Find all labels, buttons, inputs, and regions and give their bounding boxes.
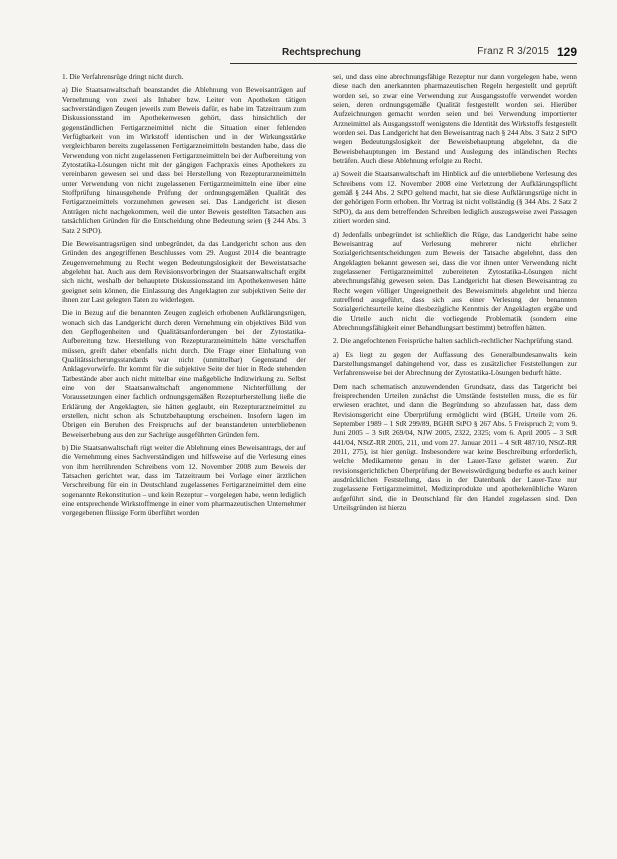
paragraph: Dem nach schematisch anzuwendenden Grundsatz, dass das Tatgericht bei freisprechenden Urteilen zunächst die Umstände feststellen muss, die es für erwiesen erachtet, und dann die Begründung so abzufassen hat, dass dem Revisionsgericht eine Überprüfung ermöglicht wird (BGH, Urteile vom 26. September 1989 – 1 StR 299/89, BGHR StPO § 267 Abs. 5 Freispruch 2; vom 9. Juni 2005 – 3 StR 269/04, NJW 2005, 2322, 2325; vom 6. April 2005 – 3 StR 441/04, NStZ-RR 2005, 211, und vom 27. Januar 2011 – 4 StR 487/10, NStZ-RR 2011, 275), ist hier genügt. Insbesondere war keine Beschreibung erforderlich, welche Medikamente genau in der Lauer-Taxe gelistet waren. Zur revisionsgerichtlichen Überprüfung der Beweiswürdigung bedurfte es auch keiner ausdrücklichen Feststellung, dass in der Datenbank der Lauer-Taxe nur zugelassene Fertigarzneimittel, Medizinprodukte und apothekenübliche Waren aufgeführt sind, die in Deutschland für den Handel zugelassen sind. Den Urteilsgründen ist hierzu <box>333 381 577 513</box>
paragraph: 2. Die angefochtenen Freisprüche halten sachlich-rechtlicher Nachprüfung stand. <box>333 336 573 346</box>
paragraph: Die Beweisantragsrügen sind unbegründet, da das Landgericht schon aus den Gründen des angegriffenen Beschlusses vom 29. August 2014 die beantragte Zeugenvernehmung zu Recht wegen Bedeutungslosigkeit der Beweistatsache abgelehnt hat. Auch aus dem Revisionsvorbringen der Staatsanwaltschaft ergibt sich nicht, weshalb der behauptete Diskussionsstand im Apothekenwesen hätte geeignet sein können, die Einlassung des Angeklagten zur subjektiven Seite der ihnen zur Last gelegten Taten zu widerlegen. <box>62 238 306 304</box>
text-columns <box>62 72 577 852</box>
paragraph: a) Soweit die Staatsanwaltschaft im Hinblick auf die unterbliebene Verlesung des Schreibens vom 12. November 2008 eine Verletzung der Aufklärungspflicht gemäß § 244 Abs. 2 StPO geltend macht, hat sie diese Aufklärungsrüge nicht in der gehörigen Form erhoben. Ihr Vortrag ist nicht vollständig (§ 344 Abs. 2 Satz 2 StPO), da aus dem betreffenden Schreiben lediglich auszugsweise zwei Passagen zitiert worden sind. <box>333 169 577 226</box>
paragraph: 1. Die Verfahrensrüge dringt nicht durch. <box>62 72 184 81</box>
paragraph: d) Jedenfalls unbegründet ist schließlich die Rüge, das Landgericht habe seine Beweisantrag auf Verlesung mehrerer nicht ehrlicher Sozialgerichtsentscheidungen zum Beweis der Tatsache abgelehnt, dass den Angeklagten bekannt gewesen sei, dass die vor ihnen unter Verwendung nicht zugelassener Fertigarzneimittel zubereiteten Zytostatika-Lösungen nicht abrechnungsfähig gewesen seien. Das Landgericht hat diesen Beweisantrag zu Recht wegen völliger Ungeeignetheit des Beweismittels abgelehnt und hierzu zutreffend ausgeführt, dass sich aus einer Verlesung der benannten Sozialgerichtsurteile keine diesbezügliche Kenntnis der Angeklagten ergäbe und die Urteile auch nicht die vorliegende Problematik (sondern eine Abrechnungsfähigkeit einer Behandlungsart bestimmt) betroffen hätten. <box>333 229 577 332</box>
paragraph: b) Die Staatsanwaltschaft rügt weiter die Ablehnung eines Beweisantrags, der auf die Vernehmung eines Sachverständigen und hilfsweise auf die Verlesung eines von ihm herrührenden Schreibens vom 12. November 2008 zum Beweis der Tatsachen gerichtet war, dass im Tatzeitraum bei Vorlage einer ärztlichen Verschreibung für ein in Deutschland zugelassenes Fertigarzneimittel dem eine sogenannte Rekonstitution – und kein Rezeptur – vorgelegen habe, wenn lediglich eine entsprechende Wirkstoffmenge in einer vom pharmazeutischen Unternehmer vorgegebenen flüssige Form überführt worden <box>62 443 306 518</box>
journal-reference: Franz R 3/2015 <box>477 46 549 57</box>
running-header <box>40 46 577 64</box>
header-rule <box>230 63 577 64</box>
section-title: Rechtsprechung <box>282 47 361 58</box>
right-column <box>333 72 577 516</box>
left-column <box>62 72 306 522</box>
paragraph: Die in Bezug auf die benannten Zeugen zugleich erhobenen Aufklärungsrügen, wonach sich das Landgericht durch deren Vernehmung ein objektives Bild von den Gepflogenheiten und Qualitätsanforderungen bei der Zytostatika-Aufbereitung bzw. Herstellung von Rezepturarzneimitteln hätte verschaffen müssen, greift daher ebenfalls nicht durch. Die Frage einer Einhaltung von Qualitätssicherungsstandards war nicht (unmittelbar) Gegenstand der Anklagevorwürfe. Ihr kommt für die subjektive Seite der hier in Rede stehenden Tatbestände aber auch nicht mittelbar eine maßgebliche Indizwirkung zu. Selbst eine von der Staatsanwaltschaft angenommene Nichterfüllung der Voraussetzungen einer fachlich ordnungsgemäßen Rezepturherstellung ließe die Erklärung der Angeklagten, sie hätten geglaubt, ein Rezepturarzneimittel zu erstellen, nicht schon als Schutzbehauptung erscheinen. Insofern lagen im Übrigen ein Beruhen des Freispruchs auf der beanstandeten unterbliebenen Beweiserhebung aus den zur Sachrüge ausgeführten Gründen fern. <box>62 308 306 439</box>
paragraph: a) Es liegt zu gegen der Auffassung des Generalbundesanwalts kein Darstellungsmangel dahingehend vor, dass es zusätzlicher Feststellungen zur Verfahrensweise bei der Abrechnung der Zytostatika-Lösungen bedurft hätte. <box>333 349 577 378</box>
page-number: 129 <box>556 45 577 59</box>
paragraph: sei, und dass eine abrechnungsfähige Rezeptur nur dann vorgelegen habe, wenn diese nach den anerkannten pharmazeutischen Regeln hergestellt und geprüft worden sei, so zwar eine Verwendung zur Ausgangsstoffe verwendet worden seien, deren ordnungsgemäße Qualität festgestellt worden sei. Hierüber Aufzeichnungen gemacht worden seien und bei Verwendung importierter Arzneimittel als Ausgangsstoff wenigstens die Identität des Wirkstoffs festgestellt worden sei. Das Landgericht hat den Beweisantrag nach § 244 Abs. 3 Satz 2 StPO wegen Bedeutungslosigkeit der Beweisbehauptung abgelehnt, da die Beweisbehauptungen im Bestand und Auslegung des inländischen Rechts beträfen. Auch diese Ablehnung erfolgte zu Recht. <box>333 72 577 166</box>
paragraph: a) Die Staatsanwaltschaft beanstandet die Ablehnung von Beweisanträgen auf Vernehmung von zwei als Inhaber bzw. Leiter von Apotheken tätigen sachverständigen Zeugen jeweils zum Beweis dafür, es habe im Tatzeitraum zum Diskussionsstand im Apothekenwesen gehört, dass hinsichtlich der gegenständlichen Fertigarzneimittel nicht die Situation einer fehlenden Verfügbarkeit von im Wirkstoff identischen und in der Wirkungsstärke vergleichbaren bereits zugelassenen Fertigarzneimitteln bestanden habe, dass die Verwendung von nicht zugelassenen Fertigarzneimitteln bei der Aufbereitung von Zytostatika-Lösungen nicht mit der gängigen Fachpraxis eines Apothekers zu vereinbaren gewesen sei und dass bei Herstellung von Rezepturarzneimitteln unter Verwendung von nicht zugelassenen Fertigarzneimitteln eine über eine Stoffprüfung hinausgehende Prüfung der ordnungsgemäßen Qualität des Fertigarzneimittels vorzunehmen gewesen sei. Das Landgericht ist diesen Anträgen nicht nachgekommen, weil die unter Beweis gestellten Tatsachen aus tatsächlichen Gründen für die Entscheidung ohne Bedeutung seien (§ 244 Abs. 3 Satz 2 StPO). <box>62 85 306 235</box>
